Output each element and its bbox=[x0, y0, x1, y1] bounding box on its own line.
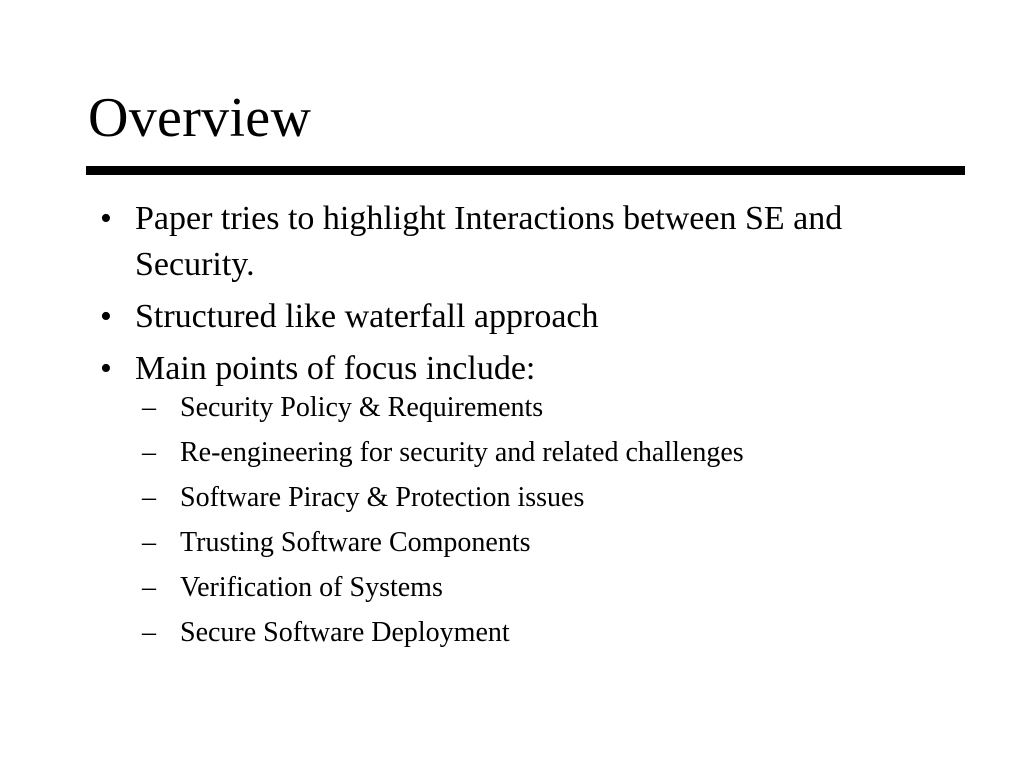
sub-bullet-item bbox=[135, 570, 956, 606]
bullet-text: Main points of focus include: bbox=[135, 350, 536, 387]
sub-bullet-text: Re-engineering for security and related challenges bbox=[180, 437, 744, 468]
bullet-item bbox=[96, 346, 956, 651]
sub-bullet-marker: – bbox=[142, 437, 156, 468]
sub-bullet-text: Trusting Software Components bbox=[180, 527, 531, 558]
bullet-marker: • bbox=[100, 298, 112, 335]
sub-bullet-marker: – bbox=[142, 392, 156, 423]
sub-bullet-marker: – bbox=[142, 527, 156, 558]
sub-bullet-list bbox=[135, 390, 956, 651]
sub-bullet-item bbox=[135, 435, 956, 471]
sub-bullet-text: Security Policy & Requirements bbox=[180, 392, 544, 423]
title-underline bbox=[86, 166, 965, 175]
sub-bullet-item bbox=[135, 615, 956, 651]
sub-bullet-text: Secure Software Deployment bbox=[180, 617, 510, 648]
sub-bullet-text: Verification of Systems bbox=[180, 572, 443, 603]
bullet-list bbox=[96, 196, 956, 660]
bullet-item bbox=[96, 196, 956, 288]
bullet-marker: • bbox=[100, 350, 112, 387]
sub-bullet-item bbox=[135, 390, 956, 426]
bullet-marker: • bbox=[100, 200, 112, 237]
bullet-text: Structured like waterfall approach bbox=[135, 298, 599, 335]
slide-title: Overview bbox=[88, 87, 312, 149]
sub-bullet-marker: – bbox=[142, 617, 156, 648]
bullet-text: Paper tries to highlight Interactions between SE and Security. bbox=[135, 200, 843, 283]
sub-bullet-marker: – bbox=[142, 482, 156, 513]
sub-bullet-item bbox=[135, 525, 956, 561]
sub-bullet-text: Software Piracy & Protection issues bbox=[180, 482, 585, 513]
sub-bullet-marker: – bbox=[142, 572, 156, 603]
sub-bullet-item bbox=[135, 480, 956, 516]
bullet-item bbox=[96, 294, 956, 340]
